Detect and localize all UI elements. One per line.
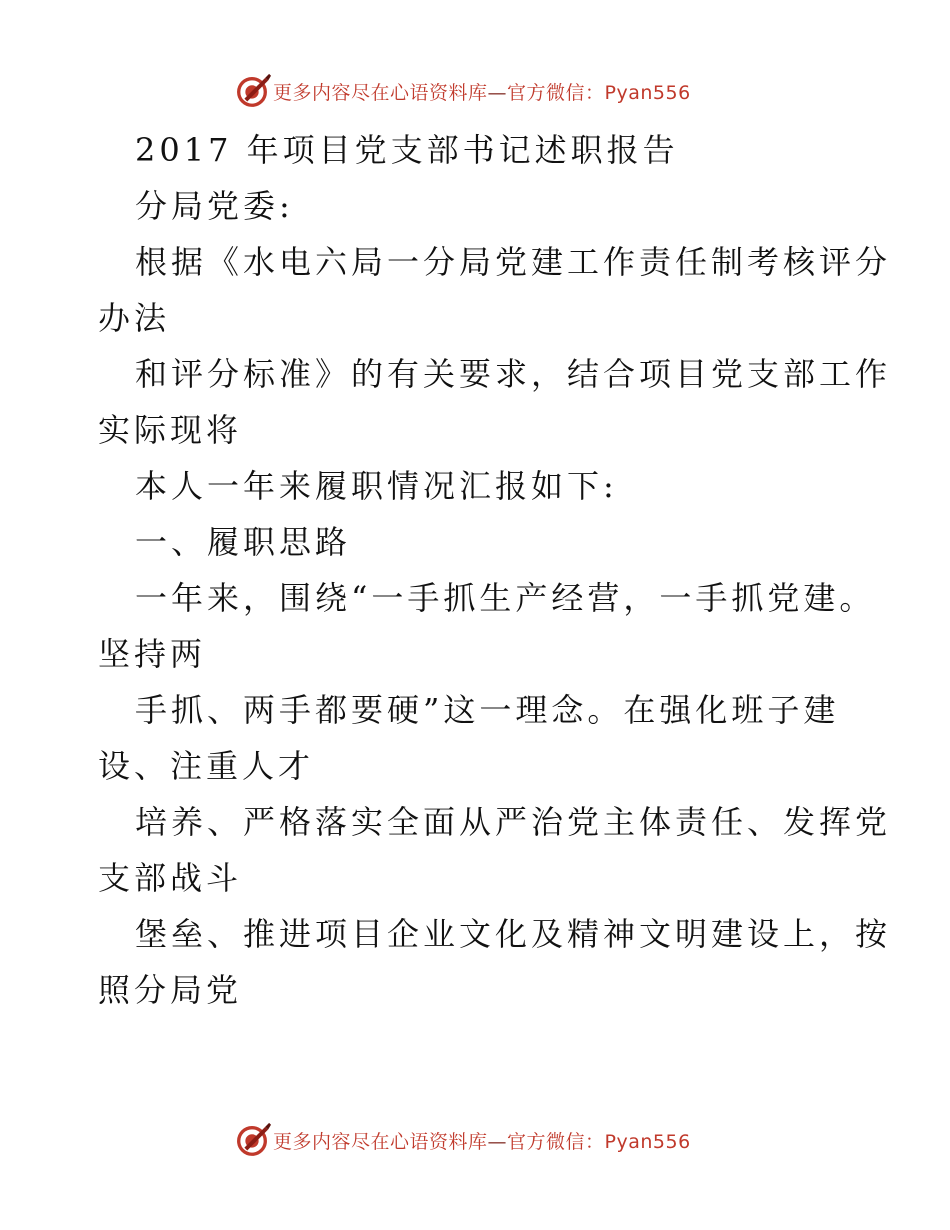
text-line: 和评分标准》的有关要求，结合项目党支部工作 — [135, 355, 892, 393]
text-line: 根据《水电六局一分局党建工作责任制考核评分 — [135, 243, 892, 281]
text-line: 照分局党 — [98, 971, 243, 1009]
header-watermark-banner — [233, 71, 691, 111]
text-line: 培养、严格落实全面从严治党主体责任、发挥党 — [135, 803, 892, 841]
text-line: 办法 — [98, 299, 171, 337]
text-line: 实际现将 — [98, 411, 243, 449]
text-line: 设、注重人才 — [98, 747, 315, 785]
text-line: 一、履职思路 — [135, 523, 352, 561]
footer-watermark-banner — [233, 1120, 691, 1160]
text-line: 2017 年项目党支部书记述职报告 — [135, 131, 679, 169]
text-line: 手抓、两手都要硬”这一理念。在强化班子建 — [135, 691, 840, 729]
banner-text: 更多内容尽在心语资料库—官方微信：Pyan556 — [273, 81, 691, 104]
text-line: 本人一年来履职情况汇报如下: — [135, 467, 618, 505]
text-line: 坚持两 — [98, 635, 207, 673]
pen-logo-icon — [233, 1121, 271, 1159]
text-line: 支部战斗 — [98, 859, 243, 897]
document-body — [98, 122, 892, 1018]
text-line: 堡垒、推进项目企业文化及精神文明建设上，按 — [135, 915, 892, 953]
text-line: 分局党委: — [135, 187, 294, 225]
banner-text: 更多内容尽在心语资料库—官方微信：Pyan556 — [273, 1130, 691, 1153]
text-line: 一年来，围绕“一手抓生产经营，一手抓党建。 — [135, 579, 876, 617]
pen-logo-icon — [233, 72, 271, 110]
